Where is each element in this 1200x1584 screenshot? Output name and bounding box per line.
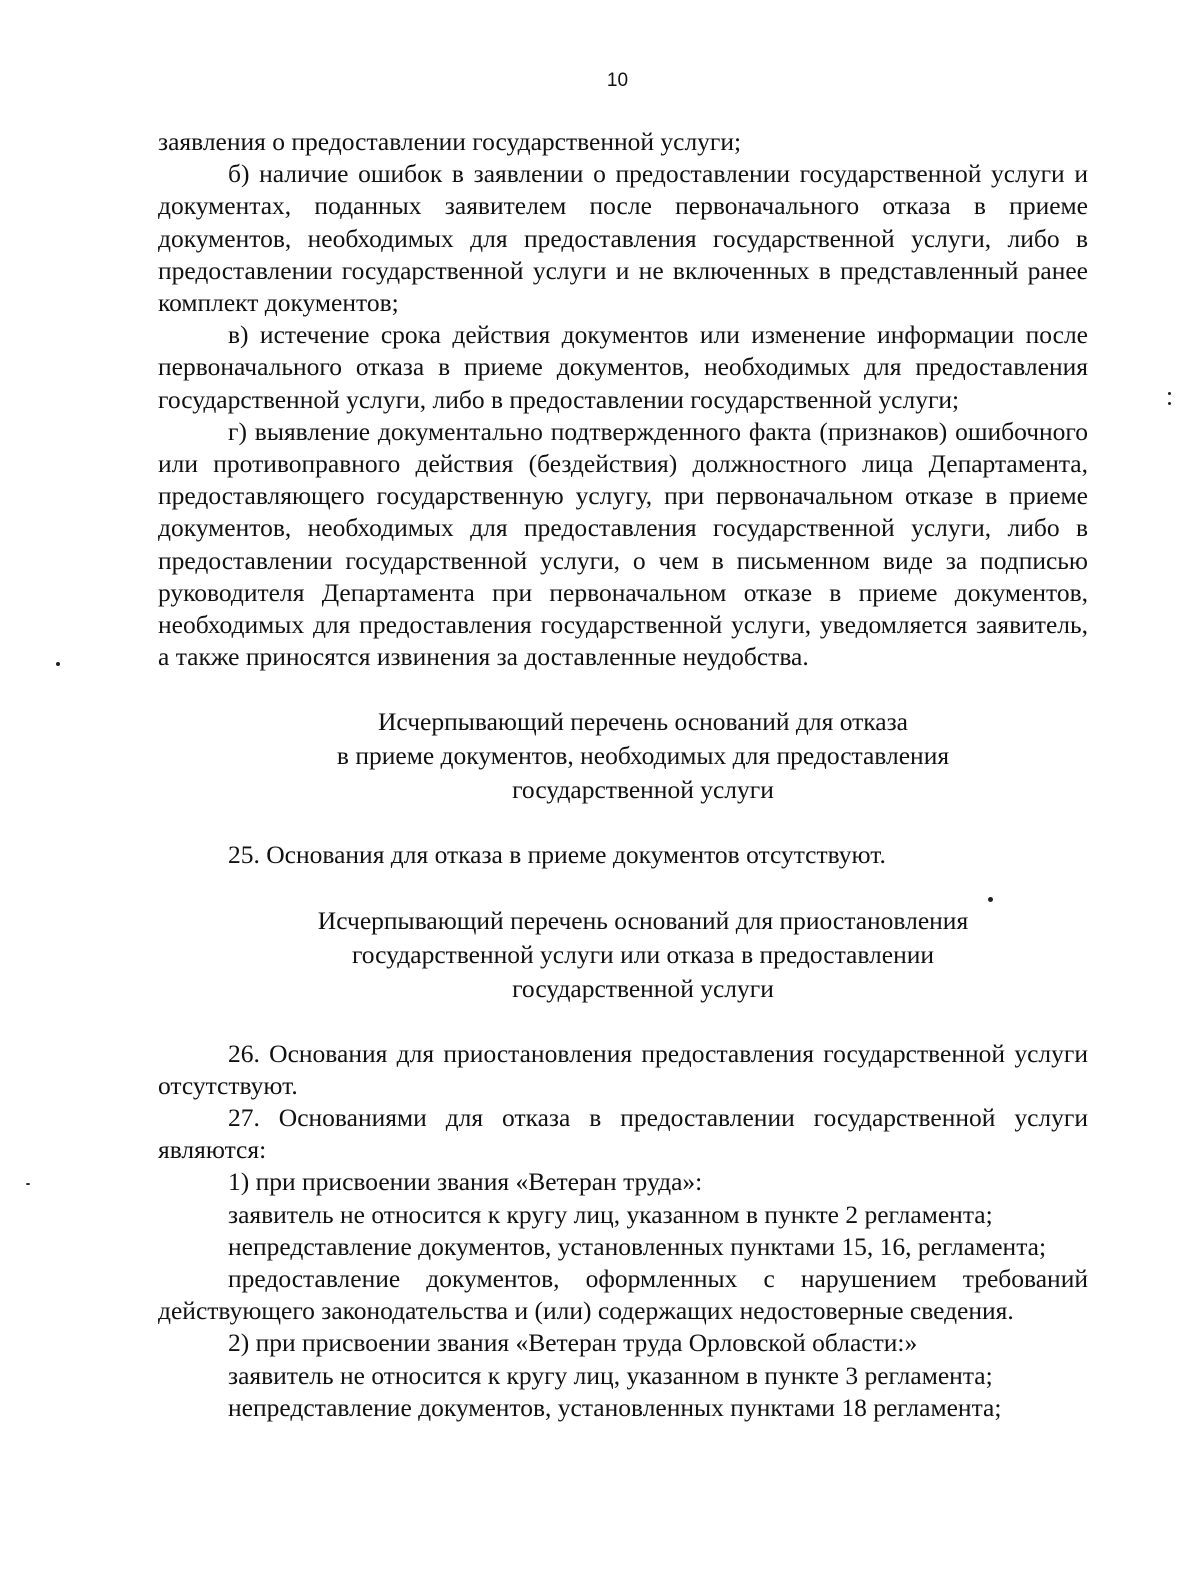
heading-line: государственной услуги xyxy=(512,973,774,1003)
paragraph-v: в) истечение срока действия документов или изменение информации после первоначального отказа в приеме документов, необходимых для предоставления государственной услуги, либо в предоставлении государственной услуги; xyxy=(158,320,1088,414)
list-subitem: непредставление документов, установленных пунктами 18 регламента; xyxy=(228,1392,1002,1422)
scan-speck xyxy=(1168,402,1171,405)
paragraph-g: г) выявление документально подтвержденного факта (признаков) ошибочного или противоправного действия (бездействия) должностного лица Департамента, предоставляющего государственную услугу, при первоначальном отказе в приеме документов, необходимых для предоставления государственной услуги, либо в предоставлении государственной услуги, о чем в письменном виде за подписью руководителя Департамента при первоначальном отказе в приеме документов, необходимых для предоставления государственной услуги, уведомляется заявитель, а также приносятся извинения за доставленные неудобства. xyxy=(158,416,1088,672)
list-subitem: непредставление документов, установленных пунктами 15, 16, регламента; xyxy=(228,1231,1047,1261)
heading-line: Исчерпывающий перечень оснований для приостановления xyxy=(317,905,969,935)
scan-speck xyxy=(26,1183,30,1185)
paragraph-25: 25. Основания для отказа в приеме документов отсутствуют. xyxy=(228,840,886,870)
heading-line: государственной услуги или отказа в предоставлении xyxy=(351,939,935,969)
heading-line: государственной услуги xyxy=(512,775,774,805)
document-body xyxy=(158,126,1088,1424)
heading-line: Исчерпывающий перечень оснований для отказа xyxy=(378,707,908,737)
list-subitem: предоставление документов, оформленных с нарушением требований действующего законодательства и (или) содержащих недостоверные сведения. xyxy=(158,1264,1088,1326)
paragraph-b: б) наличие ошибок в заявлении о предоставлении государственной услуги и документах, поданных заявителем после первоначального отказа в приеме документов, необходимых для предоставления государственной услуги, либо в предоставлении государственной услуги и не включенных в представленный ранее комплект документов; xyxy=(158,159,1088,318)
page-number: 10 xyxy=(606,70,629,91)
list-item-1: 1) при присвоении звания «Ветеран труда»: xyxy=(228,1167,703,1197)
list-subitem: заявитель не относится к кругу лиц, указанном в пункте 2 регламента; xyxy=(228,1199,993,1229)
paragraph-26: 26. Основания для приостановления предоставления государственной услуги отсутствуют. xyxy=(158,1038,1088,1100)
paragraph: заявления о предоставлении государственной услуги; xyxy=(158,127,742,156)
scan-speck xyxy=(56,662,60,666)
paragraph-27: 27. Основаниями для отказа в предоставлении государственной услуги являются: xyxy=(158,1103,1088,1165)
scan-speck xyxy=(988,897,993,902)
section-heading-refusal-acceptance xyxy=(158,705,1088,807)
scan-speck xyxy=(1168,392,1171,395)
list-subitem: заявитель не относится к кругу лиц, указанном в пункте 3 регламента; xyxy=(228,1360,993,1390)
heading-line: в приеме документов, необходимых для предоставления xyxy=(336,741,950,771)
section-heading-suspension-refusal xyxy=(158,904,1088,1006)
list-item-2: 2) при присвоении звания «Ветеран труда Орловской области:» xyxy=(228,1328,918,1358)
